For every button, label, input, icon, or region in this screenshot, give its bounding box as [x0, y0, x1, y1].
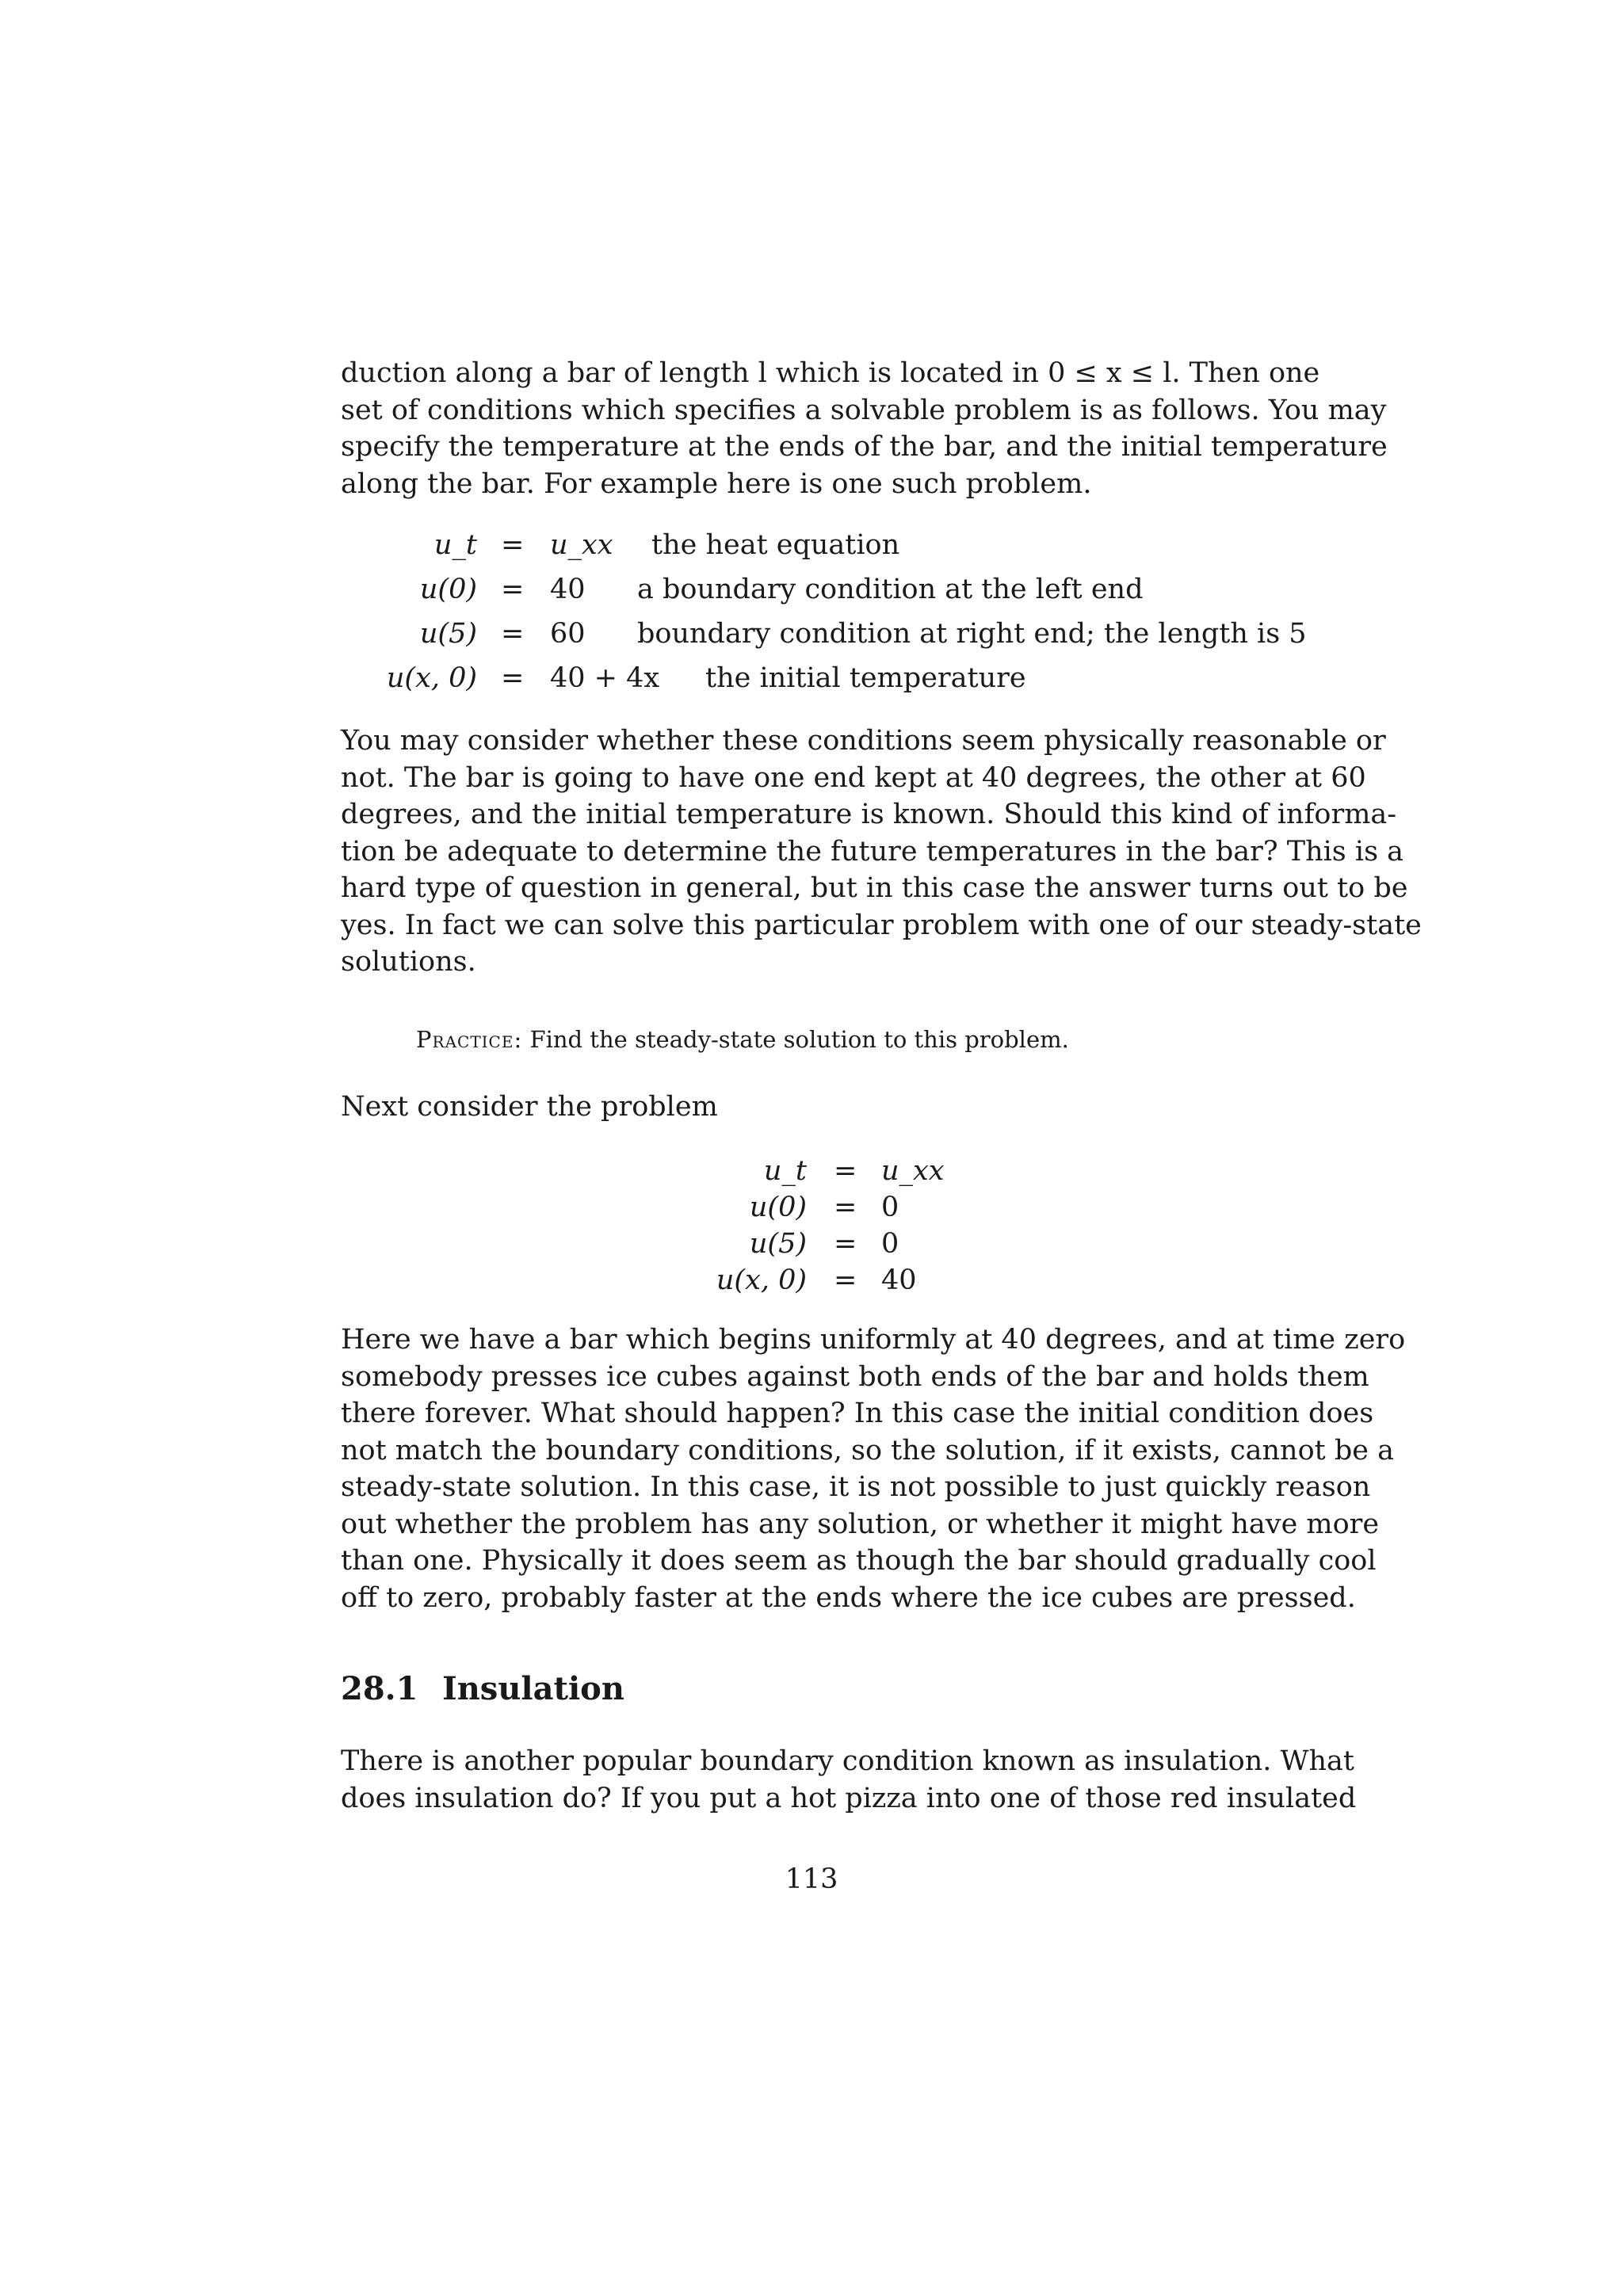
paragraph-intro: [341, 355, 1388, 502]
eq1-op: =: [501, 618, 525, 650]
paragraph-discussion: [341, 723, 1422, 981]
text-line: along the bar. For example here is one such problem.: [341, 467, 1092, 500]
text-line: yes. In fact we can solve this particular problem with one of our steady-state: [341, 909, 1422, 941]
text-line: set of conditions which specifies a solvable problem is as follows. You may: [341, 394, 1387, 426]
text-line: somebody presses ice cubes against both ends of the bar and holds them: [341, 1360, 1369, 1393]
eq1-lhs: u_t: [433, 529, 477, 561]
section-heading: [341, 1670, 624, 1707]
text-line: than one. Physically it does seem as though the bar should gradually cool: [341, 1545, 1377, 1577]
text-line: off to zero, probably faster at the ends where the ice cubes are pressed.: [341, 1581, 1356, 1614]
text-line: does insulation do? If you put a hot pizza into one of those red insulated: [341, 1782, 1357, 1814]
text-line: out whether the problem has any solution, or whether it might have more: [341, 1508, 1380, 1540]
text-line: There is another popular boundary condition known as insulation. What: [341, 1745, 1354, 1777]
eq2-rhs: u_xx: [881, 1155, 945, 1187]
text-line: not match the boundary conditions, so the solution, if it exists, cannot be a: [341, 1434, 1394, 1466]
eq2-op: =: [834, 1155, 857, 1187]
text-line: steady-state solution. In this case, it is not possible to just quickly reason: [341, 1471, 1371, 1503]
eq1-rhs: 40: [550, 574, 586, 605]
section-title: Insulation: [442, 1670, 624, 1707]
paragraph-next: [341, 1089, 1316, 1126]
practice-text: Find the steady-state solution to this problem.: [529, 1026, 1069, 1053]
text-line: Next consider the problem: [341, 1091, 718, 1123]
text-line: specify the temperature at the ends of the bar, and the initial temperature: [341, 431, 1388, 463]
eq1-rhs: 60: [550, 618, 586, 650]
eq1-note: a boundary condition at the left end: [637, 574, 1144, 605]
eq2-op: =: [834, 1228, 857, 1260]
practice-label: Practice:: [416, 1026, 523, 1053]
eq2-rhs: 0: [881, 1192, 899, 1223]
eq1-lhs: u(5): [419, 618, 477, 650]
eq2-op: =: [834, 1192, 857, 1223]
eq1-op: =: [501, 529, 525, 561]
eq2-lhs: u_t: [763, 1155, 807, 1187]
text-line: You may consider whether these conditions seem physically reasonable or: [341, 725, 1386, 757]
practice-note: [416, 1024, 1069, 1055]
text-line: duction along a bar of length l which is located in 0 ≤ x ≤ l. Then one: [341, 357, 1320, 389]
eq2-lhs: u(5): [749, 1228, 807, 1260]
eq1-rhs: 40 + 4x: [550, 662, 660, 694]
eq1-op: =: [501, 662, 525, 694]
text-line: tion be adequate to determine the future temperatures in the bar? This is a: [341, 835, 1404, 868]
eq2-op: =: [834, 1264, 857, 1296]
text-line: not. The bar is going to have one end kept at 40 degrees, the other at 60: [341, 761, 1366, 794]
eq1-note: the heat equation: [651, 529, 900, 561]
eq1-note: the initial temperature: [705, 662, 1026, 694]
eq2-lhs: u(0): [749, 1192, 807, 1223]
eq2-lhs: u(x, 0): [716, 1264, 807, 1296]
page-number: 113: [785, 1863, 838, 1895]
paragraph-insulation: [341, 1743, 1357, 1817]
section-number: 28.1: [341, 1670, 418, 1707]
text-line: degrees, and the initial temperature is known. Should this kind of informa-: [341, 799, 1397, 830]
eq1-rhs: u_xx: [550, 529, 613, 561]
text-line: there forever. What should happen? In this case the initial condition does: [341, 1398, 1374, 1429]
paragraph-ice-cubes: [341, 1322, 1406, 1616]
text-line: Here we have a bar which begins uniformly at 40 degrees, and at time zero: [341, 1324, 1406, 1356]
eq1-note: boundary condition at right end; the length is 5: [637, 618, 1307, 650]
eq1-lhs: u(0): [419, 574, 477, 605]
eq2-rhs: 40: [881, 1264, 917, 1296]
eq1-op: =: [501, 574, 525, 605]
eq1-lhs: u(x, 0): [386, 662, 477, 694]
eq2-rhs: 0: [881, 1228, 899, 1260]
text-line: solutions.: [341, 946, 476, 978]
text-line: hard type of question in general, but in this case the answer turns out to be: [341, 872, 1408, 904]
